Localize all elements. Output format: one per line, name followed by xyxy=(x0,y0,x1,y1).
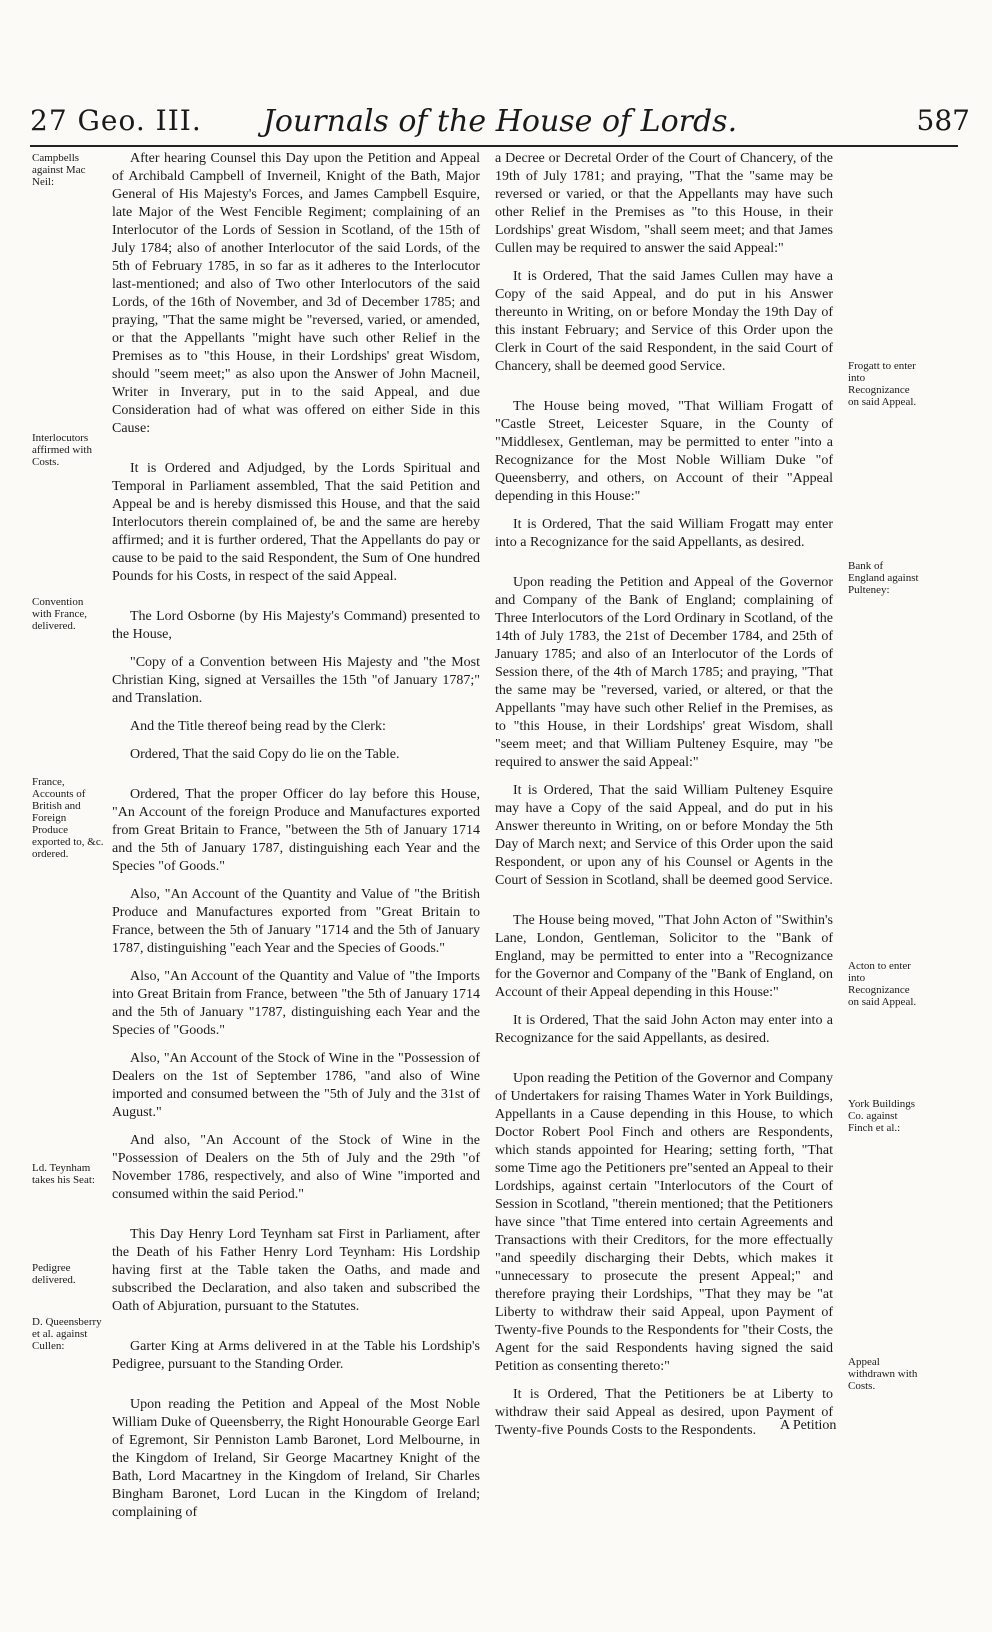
paragraph: Ordered, That the proper Officer do lay before this House, "An Account of the foreign Produce and Manufactures exported from Great Britain to France, "between the 5th of January 1714 and the 5th of January 1787, distinguishing each Year and the Species "of Goods." xyxy=(112,787,480,874)
paragraph: The House being moved, "That William Frogatt of "Castle Street, Leicester Square, in the County of "Middlesex, Gentleman, may be permitted to enter "into a Recognizance for the Most Noble William Duke "of Queensberry, and others, on Account of their "Appeal depending in this House:" xyxy=(495,399,833,504)
paragraph: It is Ordered, That the said William Frogatt may enter into a Recognizance for the said Appellants, as desired. xyxy=(495,517,833,550)
left-column xyxy=(112,150,480,1532)
paragraph: Ordered, That the said Copy do lie on the Table. xyxy=(130,747,400,762)
paragraph: And the Title thereof being read by the Clerk: xyxy=(130,719,386,734)
paragraph: Upon reading the Petition of the Governor and Company of Undertakers for raising Thames Water in York Buildings, Appellants in a Cause depending in this House, to which Doctor Robert Pool Finch and others are Respondents, which stands appointed for Hearing; setting forth, "That some Time ago the Petitioners pre"sented an Appeal to their Lordships, against certain "Interlocutors of the Court of Session in Scotland, "therein mentioned; that the Petitioners have since "that Time entered into certain Agreements and Transactions with their Creditors, for the more effectually "and speedily discharging their Debts, which makes it "unnecessary to prosecute the present Appeal;" and therefore praying their Lordships, "That they may be "at Liberty to withdraw their said Appeal, upon Payment of Twenty-five Pounds to the Respondents for "their Costs, the Agent for the said Respondents having signed the said Petition as consenting thereto:" xyxy=(495,1071,833,1374)
paragraph: It is Ordered, That the said John Acton may enter into a Recognizance for the said Appellants, as desired. xyxy=(495,1013,833,1046)
paragraph: The Lord Osborne (by His Majesty's Command) presented to the House, xyxy=(112,609,480,642)
paragraph: Also, "An Account of the Quantity and Value of "the Imports into Great Britain from France, between "the 5th of January 1714 and the 5th of January "1787, distinguishing each Year and the Species of "Goods." xyxy=(112,969,480,1038)
paragraph: The House being moved, "That John Acton of "Swithin's Lane, London, Gentleman, Solicitor to the "Bank of England, may be permitted to enter into a "Recognizance for the Governor and Company of the "Bank of England, on Account of their Appeal depending in this House:" xyxy=(495,913,833,1000)
paragraph: It is Ordered and Adjudged, by the Lords Spiritual and Temporal in Parliament assembled, That the said Petition and Appeal be and is hereby dismissed this House, and that the said Interlocutors therein complained of, be and the same are hereby affirmed; and it is further ordered, That the Appellants do pay or cause to be paid to the said Respondent, the Sum of One hundred Pounds for his Costs, in respect of the said Appeal. xyxy=(112,461,480,584)
paragraph: "Copy of a Convention between His Majesty and "the Most Christian King, signed at Versailles the 15th "of January 1787;" and Translation. xyxy=(112,655,480,706)
margin-note: Campbells against Mac Neil: xyxy=(32,152,86,188)
margin-note: Frogatt to enter into Recognizance on said Appeal. xyxy=(848,360,917,408)
page-header xyxy=(30,104,970,144)
journal-title: Journals of the House of Lords. xyxy=(262,104,738,139)
paragraph: Also, "An Account of the Stock of Wine in the "Possession of Dealers on the 1st of September 1786, "and also of Wine imported and consumed between the "5th of July and the 31st of August." xyxy=(112,1051,480,1120)
paragraph: a Decree or Decretal Order of the Court of Chancery, of the 19th of July 1781; and praying, "That the "same may be reversed or varied, or that the Appellants may have such other Relief in the Premises as "to this House, in their Lordships' great Wisdom, "shall seem meet; and that James Cullen may be required to answer the said Appeal:" xyxy=(495,151,833,256)
paragraph: It is Ordered, That the said William Pulteney Esquire may have a Copy of the said Appeal, and do put in his Answer thereunto in Writing, on or before Monday the 5th Day of March next; and Service of this Order upon the said Respondent, or upon any of his Counsel or Agents in the Court of Session in Scotland, shall be deemed good Service. xyxy=(495,783,833,888)
header-rule xyxy=(30,145,958,147)
margin-note: Pedigree delivered. xyxy=(32,1262,76,1286)
paragraph: After hearing Counsel this Day upon the Petition and Appeal of Archibald Campbell of Inverneil, Knight of the Bath, Major General of His Majesty's Forces, and James Campbell Esquire, late Major of the West Fencible Regiment; complaining of an Interlocutor of the Lords of Session in Scotland, of the 15th of July 1784; also of another Interlocutor of the said Lords, of the 5th of February 1785, in so far as it adheres to the Interlocutor last-mentioned; and also of Two other Interlocutors of the said Lords, of the 16th of November, and 3d of December 1785; and praying, "That the same might be "reversed, varied, or amended, or that the Appellants "might have such other Relief in the Premises as to "this House, in their Lordships' great Wisdom, should "seem meet;" as also upon the Answer of John Macneil, Writer in Inverary, put in to the said Appeal, and due Consideration had of what was offered on either Side in this Cause: xyxy=(112,151,480,436)
paragraph: Also, "An Account of the Quantity and Value of "the British Produce and Manufactures exported from "Great Britain to France, between the 5th of January "1714 and the 5th of January 1787, distinguishing "each Year and the Species of Goods." xyxy=(112,887,480,956)
paragraph: This Day Henry Lord Teynham sat First in Parliament, after the Death of his Father Henry Lord Teynham: His Lordship having first at the Table taken the Oaths, and made and subscribed the Declaration, and also taken and subscribed the Oath of Abjuration, pursuant to the Statutes. xyxy=(112,1227,480,1314)
margin-note: Ld. Teynham takes his Seat: xyxy=(32,1162,95,1186)
margin-note: Bank of England against Pulteney: xyxy=(848,560,919,596)
paragraph: It is Ordered, That the said James Cullen may have a Copy of the said Appeal, and do put in his Answer thereunto in Writing, on or before Monday the 19th Day of this instant February; and Service of this Order upon the Clerk in Court of the said Respondent, in the said Court of Chancery, shall be deemed good Service. xyxy=(495,269,833,374)
margin-note: Acton to enter into Recognizance on said Appeal. xyxy=(848,960,917,1008)
margin-note: Interlocutors affirmed with Costs. xyxy=(32,432,92,468)
paragraph: And also, "An Account of the Stock of Wine in the "Possession of Dealers on the 5th of July and the 29th "of November 1786, respectively, and also of Wine "imported and consumed within the said Period." xyxy=(112,1133,480,1202)
margin-note: York Buildings Co. against Finch et al.: xyxy=(848,1098,916,1134)
right-column xyxy=(495,150,833,1450)
catchword: A Petition xyxy=(780,1418,837,1433)
margin-note: Convention with France, delivered. xyxy=(32,596,87,632)
paragraph: Upon reading the Petition and Appeal of the Most Noble William Duke of Queensberry, the Right Honourable George Earl of Egremont, Sir Penniston Lamb Baronet, Lord Melbourne, in the Kingdom of Ireland, Sir George Macartney Knight of the Bath, Lord Macartney in the Kingdom of Ireland, Sir Charles Bingham Baronet, Lord Lucan in the Kingdom of Ireland; complaining of xyxy=(112,1397,480,1520)
regnal-year: 27 Geo. III. xyxy=(30,104,202,137)
page-number: 587 xyxy=(916,104,970,137)
margin-note: France, Accounts of British and Foreign Produce exported to, &c. ordered. xyxy=(32,776,104,860)
margin-note: D. Queensberry et al. against Cullen: xyxy=(32,1316,102,1352)
margin-note: Appeal withdrawn with Costs. xyxy=(848,1356,918,1392)
paragraph: Upon reading the Petition and Appeal of the Governor and Company of the Bank of England; complaining of Three Interlocutors of the Lord Ordinary in Scotland, of the 14th of July 1783, the 21st of December 1784, and 25th of January 1785; and also of an Interlocutor of the Lords of Session there, of the 4th of March 1785; and praying, "That the same may be "reversed, varied, or altered, or that the Appellants "may have such other Relief in the Premises, as to "this House, in their Lordships' great Wisdom, shall "seem meet; and that William Pulteney Esquire, may "be required to answer the said Appeal:" xyxy=(495,575,833,770)
paragraph: Garter King at Arms delivered in at the Table his Lordship's Pedigree, pursuant to the Standing Order. xyxy=(112,1339,480,1372)
paragraph: It is Ordered, That the Petitioners be at Liberty to withdraw their said Appeal as desired, upon Payment of Twenty-five Pounds Costs to the Respondents. xyxy=(495,1387,833,1438)
